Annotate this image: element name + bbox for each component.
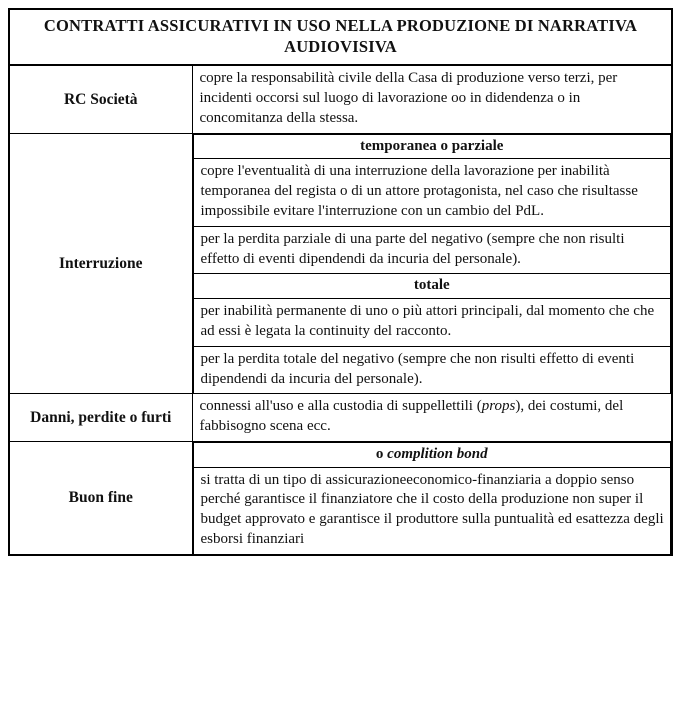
subhead-italic-term: complition bond [387,445,488,462]
text-interruzione-temporanea: copre l'eventualità di una interruzione della lavorazione per inabilità temporanea del regista o di un attore protagonista, nel caso che risultasse impossibile evitare l'interruzione con un cambio del PdL. [193,159,671,226]
danni-text-after: ), dei costumi, del fabbisogno scena ecc. [199,398,624,435]
row-category-danni-perdite-furti: Danni, perdite o furti [9,394,192,442]
table-title-row [9,9,672,65]
insurance-contracts-table [8,8,673,556]
row-description-buon-fine [192,441,672,554]
row-category-buon-fine: Buon fine [9,441,192,554]
text-row [193,467,671,554]
subhead-prefix: o [375,445,388,462]
table-row [9,65,672,133]
text-row [193,346,671,393]
text-perdita-totale-negativo: per la perdita totale del negativo (sempre che non risulti effetto di eventi dipendendi da incuria del personale). [193,346,671,393]
subhead-completion-bond [193,442,671,467]
subhead-row [193,442,671,467]
text-inabilita-permanente: per inabilità permanente di uno o più attori principali, dal momento che che ad essi è legata la continuity del racconto. [193,299,671,347]
subhead-row [193,274,671,299]
row-description-danni-perdite-furti [192,394,672,442]
subhead-totale: totale [193,274,671,299]
subhead-temporanea-o-parziale: temporanea o parziale [193,134,671,159]
text-row [193,299,671,347]
table-row [9,133,672,394]
danni-text-before: connessi all'uso e alla custodia di suppellettili ( [199,398,482,415]
text-buon-fine: si tratta di un tipo di assicurazioneeconomico-finanziaria a doppio senso perché garantisce il finanziatore che il costo della produzione non super il budget approvato e garantisce il produttore sulla puntualità ed esattezza degli esborsi finanziari [193,467,671,554]
danni-text-italic: props [481,398,516,415]
table-row [9,394,672,442]
text-row [193,226,671,274]
page-title: CONTRATTI ASSICURATIVI IN USO NELLA PRODUZIONE DI NARRATIVA AUDIOVISIVA [9,9,672,65]
subhead-row [193,134,671,159]
text-perdita-parziale-negativo: per la perdita parziale di una parte del negativo (sempre che non risulti effetto di eventi dipendendi da incuria del personale). [193,226,671,274]
text-row [193,159,671,226]
buon-fine-subtable [193,442,672,554]
row-description-rc-societa: copre la responsabilità civile della Casa di produzione verso terzi, per incidenti occorsi sul luogo di lavorazione oo in didendenza o in concomitanza della stessa. [192,65,672,133]
row-description-interruzione [192,133,672,394]
interruzione-subtable [193,134,672,394]
row-category-interruzione: Interruzione [9,133,192,394]
row-category-rc-societa: RC Società [9,65,192,133]
table-row [9,441,672,554]
